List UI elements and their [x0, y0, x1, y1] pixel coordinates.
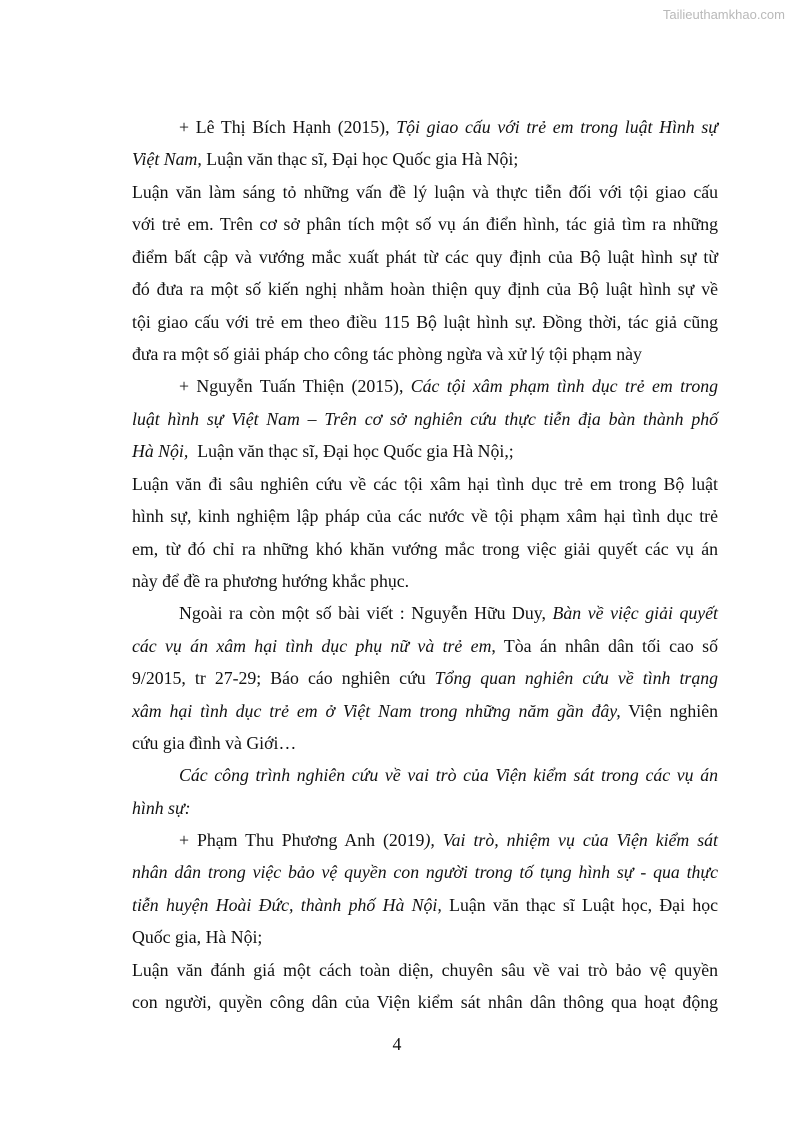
- paragraph-line: con người, quyền công dân của Viện kiểm sát nhân dân thông qua hoạt động: [132, 992, 718, 1012]
- paragraph-line: với trẻ em. Trên cơ sở phân tích một số vụ án điển hình, tác giả tìm ra những: [132, 214, 718, 234]
- ref-nguyen-tuan-thien: + Nguyễn Tuấn Thiện (2015), Các tội xâm phạm tình dục trẻ em trong: [179, 376, 718, 396]
- paragraph-line: Luận văn đi sâu nghiên cứu về các tội xâm hại tình dục trẻ em trong Bộ luật: [132, 474, 718, 494]
- section-heading-cont: hình sự:: [132, 798, 191, 818]
- paragraph-line: tội giao cấu với trẻ em theo điều 115 Bộ luật hình sự. Đồng thời, tác giả cũng: [132, 312, 718, 332]
- ref-pham-thu-phuong-anh-cont: Quốc gia, Hà Nội;: [132, 927, 263, 947]
- paragraph-line: đưa ra một số giải pháp cho công tác phòng ngừa và xử lý tội phạm này: [132, 344, 642, 364]
- paragraph-line: đó đưa ra một số kiến nghị nhằm hoàn thiện quy định của Bộ luật hình sự về: [132, 279, 718, 299]
- page-number: 4: [392, 1034, 402, 1054]
- watermark: Tailieuthamkhao.com: [662, 7, 785, 22]
- ref-pham-thu-phuong-anh-cont: nhân dân trong việc bảo vệ quyền con người trong tố tụng hình sự - qua thực: [132, 862, 718, 882]
- section-heading: Các công trình nghiên cứu về vai trò của Viện kiểm sát trong các vụ án: [179, 765, 718, 785]
- ref-le-thi-bich-hanh: + Lê Thị Bích Hạnh (2015), Tội giao cấu với trẻ em trong luật Hình sự: [179, 117, 718, 137]
- ref-nguyen-tuan-thien-cont: Hà Nội, Luận văn thạc sĩ, Đại học Quốc gia Hà Nội,;: [132, 441, 514, 461]
- paragraph-line: điểm bất cập và vướng mắc xuất phát từ các quy định của Bộ luật hình sự từ: [132, 247, 718, 267]
- other-articles-cont: 9/2015, tr 27-29; Báo cáo nghiên cứu Tổng quan nghiên cứu về tình trạng: [132, 668, 718, 688]
- ref-le-thi-bich-hanh-cont: Việt Nam, Luận văn thạc sĩ, Đại học Quốc gia Hà Nội;: [132, 149, 519, 169]
- other-articles-cont: cứu gia đình và Giới…: [132, 733, 297, 753]
- paragraph-line: Luận văn làm sáng tỏ những vấn đề lý luận và thực tiễn đối với tội giao cấu: [132, 182, 718, 202]
- ref-nguyen-tuan-thien-cont: luật hình sự Việt Nam – Trên cơ sở nghiên cứu thực tiễn địa bàn thành phố: [132, 409, 718, 429]
- other-articles-cont: các vụ án xâm hại tình dục phụ nữ và trẻ em, Tòa án nhân dân tối cao số: [132, 636, 718, 656]
- other-articles-cont: xâm hại tình dục trẻ em ở Việt Nam trong những năm gần đây, Viện nghiên: [132, 701, 718, 721]
- paragraph-line: này để đề ra phương hướng khắc phục.: [132, 571, 410, 591]
- paragraph-line: hình sự, kinh nghiệm lập pháp của các nước về tội phạm xâm hại tình dục trẻ: [132, 506, 718, 526]
- ref-pham-thu-phuong-anh: + Phạm Thu Phương Anh (2019), Vai trò, nhiệm vụ của Viện kiểm sát: [179, 830, 718, 850]
- paragraph-line: em, từ đó chỉ ra những khó khăn vướng mắc trong việc giải quyết các vụ án: [132, 539, 718, 559]
- other-articles: Ngoài ra còn một số bài viết : Nguyễn Hữu Duy, Bàn về việc giải quyết: [179, 603, 718, 623]
- paragraph-line: Luận văn đánh giá một cách toàn diện, chuyên sâu về vai trò bảo vệ quyền: [132, 960, 718, 980]
- ref-pham-thu-phuong-anh-cont: tiễn huyện Hoài Đức, thành phố Hà Nội, Luận văn thạc sĩ Luật học, Đại học: [132, 895, 719, 915]
